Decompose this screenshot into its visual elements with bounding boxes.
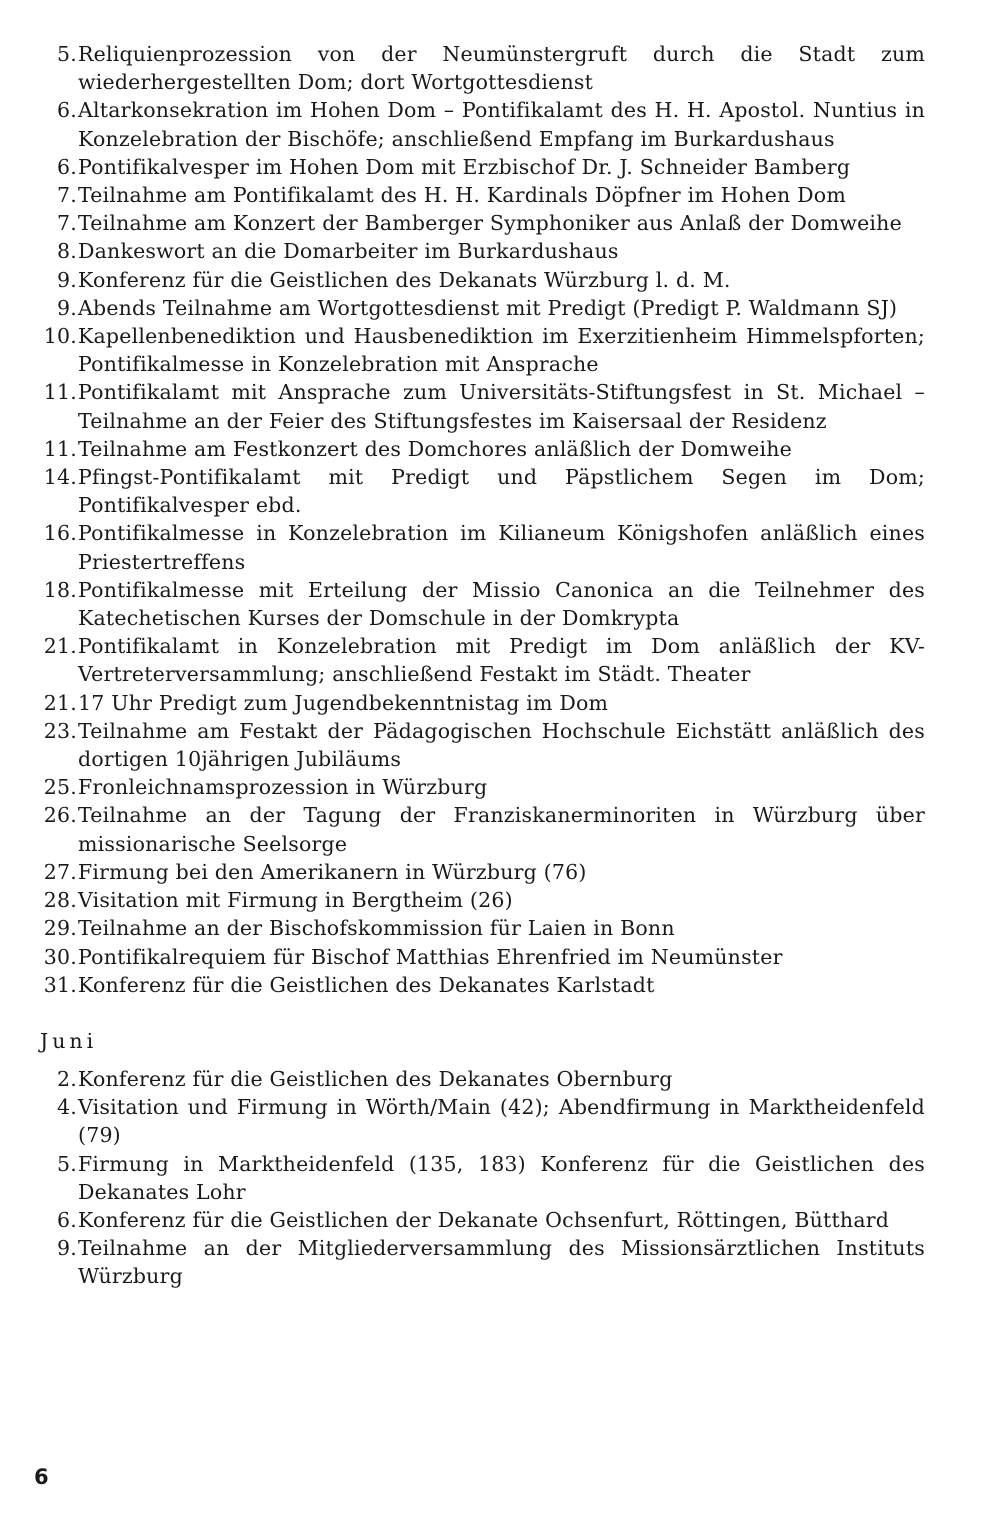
list-item xyxy=(30,773,925,801)
entry-date: 29. xyxy=(43,916,77,941)
entry-text: Teilnahme am Konzert der Bamberger Symphoniker aus Anlaß der Domweihe xyxy=(78,211,902,236)
entry-text: Altarkonsekration im Hohen Dom – Pontifikalamt des H. H. Apostol. Nuntius in Konzelebration der Bischöfe; anschließend Empfang im Burkardushaus xyxy=(78,98,925,151)
entry-text: Visitation und Firmung in Wörth/Main (42); Abendfirmung in Marktheidenfeld (79) xyxy=(78,1095,925,1148)
entry-text: Pontifikalamt mit Ansprache zum Universitäts-Stiftungsfest in St. Michael – Teilnahme an der Feier des Stiftungsfestes im Kaisersaal der Residenz xyxy=(78,380,925,433)
entry-text: Konferenz für die Geistlichen des Dekanates Karlstadt xyxy=(78,972,655,997)
entry-date: 25. xyxy=(43,775,77,800)
list-item xyxy=(30,266,925,294)
list-item xyxy=(30,378,925,434)
list-item xyxy=(30,209,925,237)
entry-text: Kapellenbenediktion und Hausbenediktion im Exerzitienheim Himmelspforten; Pontifikalmesse in Konzelebration mit Ansprache xyxy=(78,324,925,377)
list-item xyxy=(30,435,925,463)
list-item xyxy=(30,294,925,322)
entry-date: 9. xyxy=(57,1236,77,1261)
list-item xyxy=(30,971,925,999)
entry-date: 14. xyxy=(43,465,77,490)
entry-date: 10. xyxy=(43,324,77,349)
entry-date: 9. xyxy=(57,295,77,320)
entry-text: Konferenz für die Geistlichen des Dekanates Obernburg xyxy=(78,1066,673,1091)
entry-text: Konferenz für die Geistlichen der Dekanate Ochsenfurt, Röttingen, Bütthard xyxy=(78,1207,890,1232)
entry-date: 27. xyxy=(43,859,77,884)
entry-text: Dankeswort an die Domarbeiter im Burkardushaus xyxy=(78,239,619,264)
entry-text: Pontifikalmesse in Konzelebration im Kilianeum Königshofen anläßlich eines Priestertreffens xyxy=(78,521,925,574)
entry-text: Abends Teilnahme am Wortgottesdienst mit Predigt (Predigt P. Waldmann SJ) xyxy=(78,295,898,320)
list-item xyxy=(30,886,925,914)
list-item xyxy=(30,96,925,152)
entry-date: 30. xyxy=(43,944,77,969)
entry-date: 9. xyxy=(57,267,77,292)
entry-date: 7. xyxy=(57,183,77,208)
entry-text: Teilnahme an der Tagung der Franziskanerminoriten in Würzburg über missionarische Seelsorge xyxy=(78,803,925,856)
list-item xyxy=(30,801,925,857)
list-item xyxy=(30,858,925,886)
entry-date: 8. xyxy=(57,239,77,264)
entry-text: Pontifikalmesse mit Erteilung der Missio Canonica an die Teilnehmer des Katechetischen Kurses der Domschule in der Domkrypta xyxy=(78,577,925,631)
entry-date: 5. xyxy=(57,1151,77,1176)
list-item xyxy=(30,943,925,971)
entry-date: 16. xyxy=(43,521,77,546)
list-item xyxy=(30,181,925,209)
list-item xyxy=(30,153,925,181)
entry-text: Teilnahme am Pontifikalamt des H. H. Kardinals Döpfner im Hohen Dom xyxy=(78,183,846,208)
entry-text: Firmung bei den Amerikanern in Würzburg (76) xyxy=(78,859,587,884)
entry-date: 4. xyxy=(57,1095,77,1120)
list-item xyxy=(30,1093,925,1149)
entry-date: 5. xyxy=(57,42,77,66)
entry-text: Konferenz für die Geistlichen des Dekanats Würzburg l. d. M. xyxy=(78,267,731,292)
entry-date: 28. xyxy=(43,888,77,913)
entry-text: Teilnahme an der Bischofskommission für Laien in Bonn xyxy=(78,916,675,941)
entry-date: 18. xyxy=(43,577,77,602)
entry-text: 17 Uhr Predigt zum Jugendbekenntnistag im Dom xyxy=(78,690,609,715)
entry-date: 11. xyxy=(43,380,77,405)
entry-date: 31. xyxy=(43,972,77,997)
entry-date: 21. xyxy=(43,690,77,715)
list-item xyxy=(30,1206,925,1234)
section-heading-juni: Juni xyxy=(40,1028,98,1053)
entry-date: 6. xyxy=(57,154,77,179)
entry-date: 23. xyxy=(43,718,77,743)
entry-list xyxy=(30,40,925,1291)
entry-date: 26. xyxy=(43,803,77,828)
entry-text: Pontifikalrequiem für Bischof Matthias Ehrenfried im Neumünster xyxy=(78,944,783,969)
entry-date: 2. xyxy=(57,1066,77,1091)
list-item xyxy=(30,463,925,519)
page-number: 6 xyxy=(34,1465,49,1489)
list-item xyxy=(30,1234,925,1290)
entry-text: Teilnahme an der Mitgliederversammlung des Missionsärztlichen Instituts Würzburg xyxy=(78,1236,925,1289)
entry-date: 11. xyxy=(43,436,77,461)
entry-date: 7. xyxy=(57,211,77,236)
list-item xyxy=(30,1065,925,1093)
entry-text: Visitation mit Firmung in Bergtheim (26) xyxy=(78,888,513,913)
entry-text: Teilnahme am Festkonzert des Domchores anläßlich der Domweihe xyxy=(78,436,792,461)
entry-date: 21. xyxy=(43,634,77,659)
list-item xyxy=(30,322,925,378)
entry-text: Pfingst-Pontifikalamt mit Predigt und Päpstlichem Segen im Dom; Pontifikalvesper ebd. xyxy=(78,465,925,518)
entry-date: 6. xyxy=(57,98,77,123)
list-item xyxy=(30,717,925,773)
entry-date: 6. xyxy=(57,1207,77,1232)
list-item xyxy=(30,40,925,96)
entry-text: Reliquienprozession von der Neumünstergruft durch die Stadt zum wiederhergestellten Dom; dort Wortgottesdienst xyxy=(78,42,925,95)
may-entries xyxy=(30,40,925,999)
june-entries xyxy=(30,1065,925,1291)
list-item xyxy=(30,576,925,632)
entry-text: Fronleichnamsprozession in Würzburg xyxy=(78,775,488,800)
list-item xyxy=(30,914,925,942)
list-item xyxy=(30,237,925,265)
list-item xyxy=(30,689,925,717)
entry-text: Pontifikalvesper im Hohen Dom mit Erzbischof Dr. J. Schneider Bamberg xyxy=(78,154,851,179)
list-item xyxy=(30,519,925,575)
list-item xyxy=(30,1150,925,1206)
entry-text: Pontifikalamt in Konzelebration mit Predigt im Dom anläßlich der KV-Vertreterversammlung; anschließend Festakt im Städt. Theater xyxy=(78,634,925,687)
entry-text: Teilnahme am Festakt der Pädagogischen Hochschule Eichstätt anläßlich des dortigen 10jährigen Jubiläums xyxy=(78,718,925,772)
entry-text: Firmung in Marktheidenfeld (135, 183) Konferenz für die Geistlichen des Dekanates Lohr xyxy=(78,1151,925,1204)
list-item xyxy=(30,632,925,688)
